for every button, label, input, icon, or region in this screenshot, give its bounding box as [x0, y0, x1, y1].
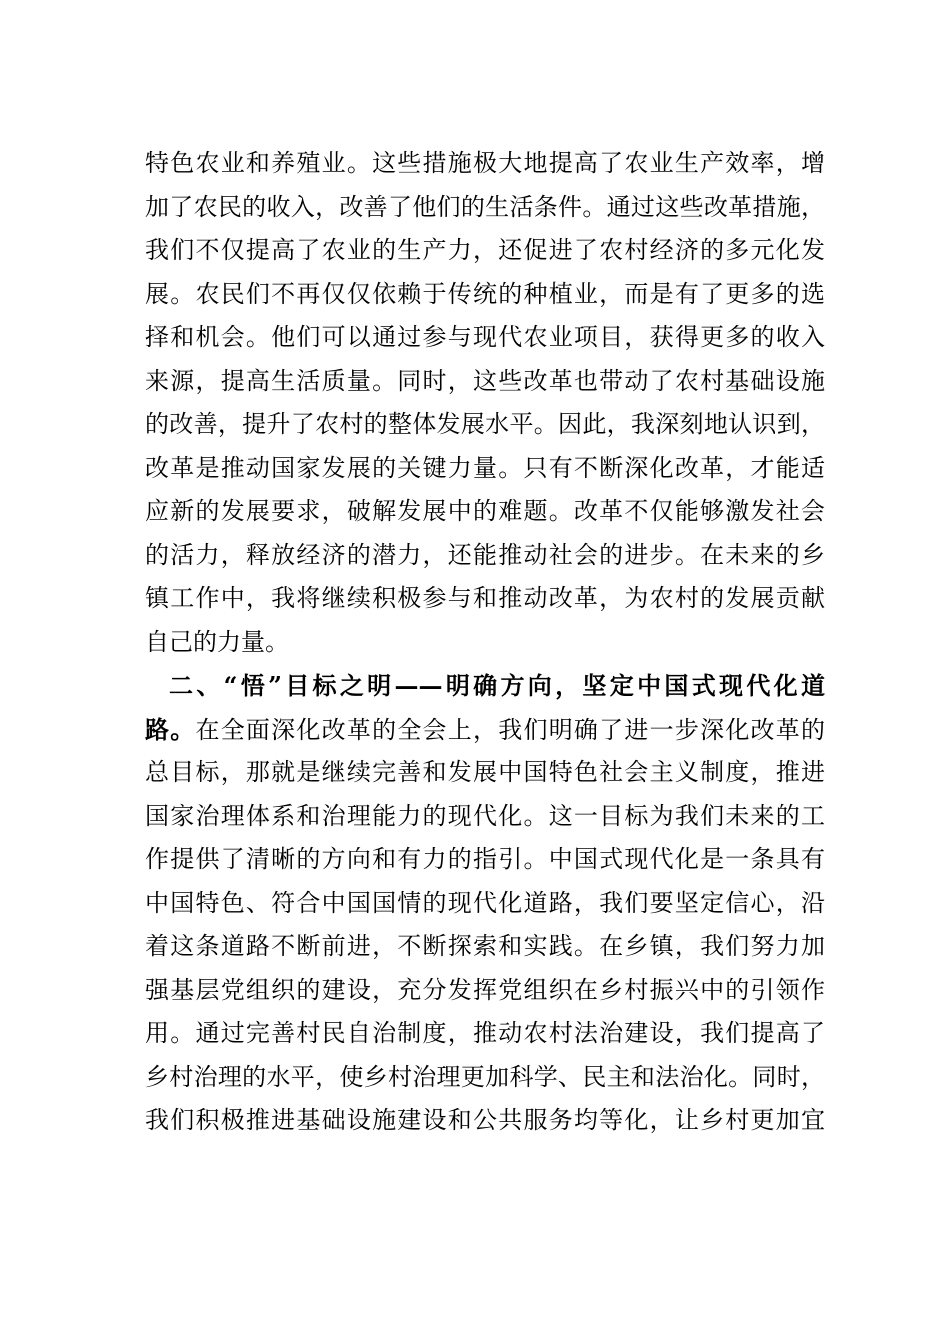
paragraph-1-line: 镇工作中，我将继续积极参与和推动改革，为农村的发展贡献 — [145, 584, 825, 612]
paragraph-2-line: 我们积极推进基础设施建设和公共服务均等化，让乡村更加宜 — [145, 1106, 825, 1134]
paragraph-1-line: 来源，提高生活质量。同时，这些改革也带动了农村基础设施 — [145, 366, 825, 395]
paragraph-2-line: 总目标，那就是继续完善和发展中国特色社会主义制度，推进 — [145, 758, 825, 786]
paragraph-2-line: 着这条道路不断前进，不断探索和实践。在乡镇，我们努力加 — [145, 932, 825, 960]
paragraph-2-line-rest: 在全面深化改革的全会上，我们明确了进一步深化改革的 — [195, 715, 825, 744]
paragraph-1-line: 应新的发展要求，破解发展中的难题。改革不仅能够激发社会 — [145, 497, 825, 525]
paragraph-2-line: 中国特色、符合中国国情的现代化道路，我们要坚定信心，沿 — [145, 888, 825, 917]
paragraph-1-line: 我们不仅提高了农业的生产力，还促进了农村经济的多元化发 — [145, 236, 825, 264]
paragraph-2-line — [145, 708, 825, 752]
paragraph-2-line: 强基层党组织的建设，充分发挥党组织在乡村振兴中的引领作 — [145, 975, 825, 1004]
section-heading-end: 路。 — [145, 714, 196, 744]
paragraph-1-line: 特色农业和养殖业。这些措施极大地提高了农业生产效率，增 — [145, 149, 825, 177]
paragraph-1-line: 加了农民的收入，改善了他们的生活条件。通过这些改革措施， — [145, 192, 825, 221]
section-heading: 二、“悟”目标之明——明确方向，坚定中国式现代化道 — [169, 671, 825, 700]
paragraph-1-line: 自己的力量。 — [145, 627, 289, 656]
paragraph-1-line: 的改善，提升了农村的整体发展水平。因此，我深刻地认识到， — [145, 410, 825, 438]
paragraph-2-line: 国家治理体系和治理能力的现代化。这一目标为我们未来的工 — [145, 801, 825, 830]
paragraph-2-line: 用。通过完善村民自治制度，推动农村法治建设，我们提高了 — [145, 1019, 825, 1047]
paragraph-1-line: 择和机会。他们可以通过参与现代农业项目，获得更多的收入 — [145, 323, 825, 351]
paragraph-1-line: 的活力，释放经济的潜力，还能推动社会的进步。在未来的乡 — [145, 540, 825, 569]
paragraph-2-line: 作提供了清晰的方向和有力的指引。中国式现代化是一条具有 — [145, 845, 825, 873]
body-text — [145, 142, 825, 1143]
paragraph-1-line: 展。农民们不再仅仅依赖于传统的种植业，而是有了更多的选 — [145, 279, 825, 308]
paragraph-2-line: 乡村治理的水平，使乡村治理更加科学、民主和法治化。同时， — [145, 1062, 825, 1091]
paragraph-1-line: 改革是推动国家发展的关键力量。只有不断深化改革，才能适 — [145, 453, 825, 482]
